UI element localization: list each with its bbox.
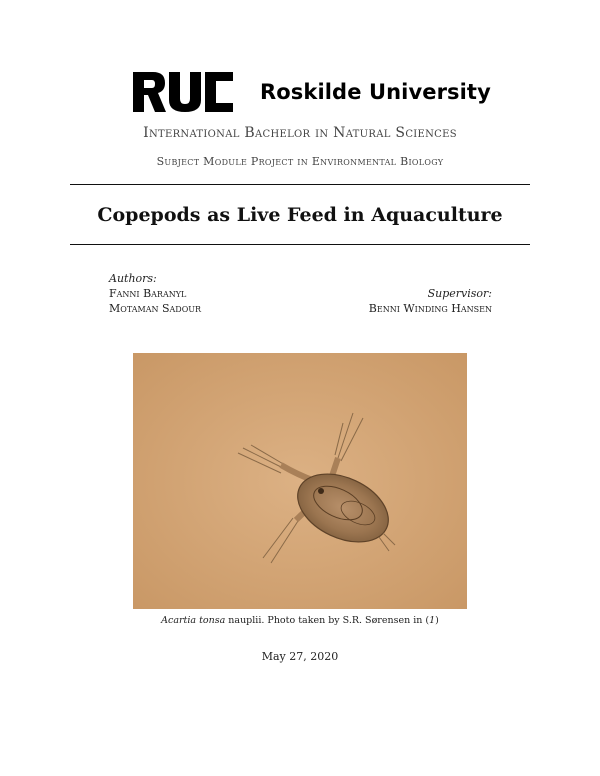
caption-species: Acartia tonsa	[161, 615, 226, 626]
university-logo	[133, 72, 491, 112]
author-name: Motaman Sadour	[109, 302, 202, 315]
caption-end: )	[435, 615, 439, 626]
supervisor-label: Supervisor:	[427, 287, 492, 300]
program-name: International Bachelor in Natural Sciences	[143, 125, 457, 141]
document-title: Copepods as Live Feed in Aquaculture	[97, 204, 503, 226]
caption-text: nauplii. Photo taken by S.R. Sørensen in (	[225, 615, 430, 626]
caption-reference: 1	[429, 615, 436, 626]
title-rule-top	[70, 184, 530, 185]
copepod-photo	[133, 353, 467, 609]
author-name: Fanni Baranyl	[109, 287, 187, 300]
ruc-logo-mark	[133, 72, 233, 112]
module-name: Subject Module Project in Environmental Biology	[156, 155, 444, 168]
authors-label: Authors:	[109, 272, 157, 285]
title-rule-bottom	[70, 244, 530, 245]
supervisor-name: Benni Winding Hansen	[368, 302, 492, 315]
document-date: May 27, 2020	[261, 650, 339, 663]
figure-caption	[0, 615, 600, 626]
university-name: Roskilde University	[260, 80, 491, 104]
